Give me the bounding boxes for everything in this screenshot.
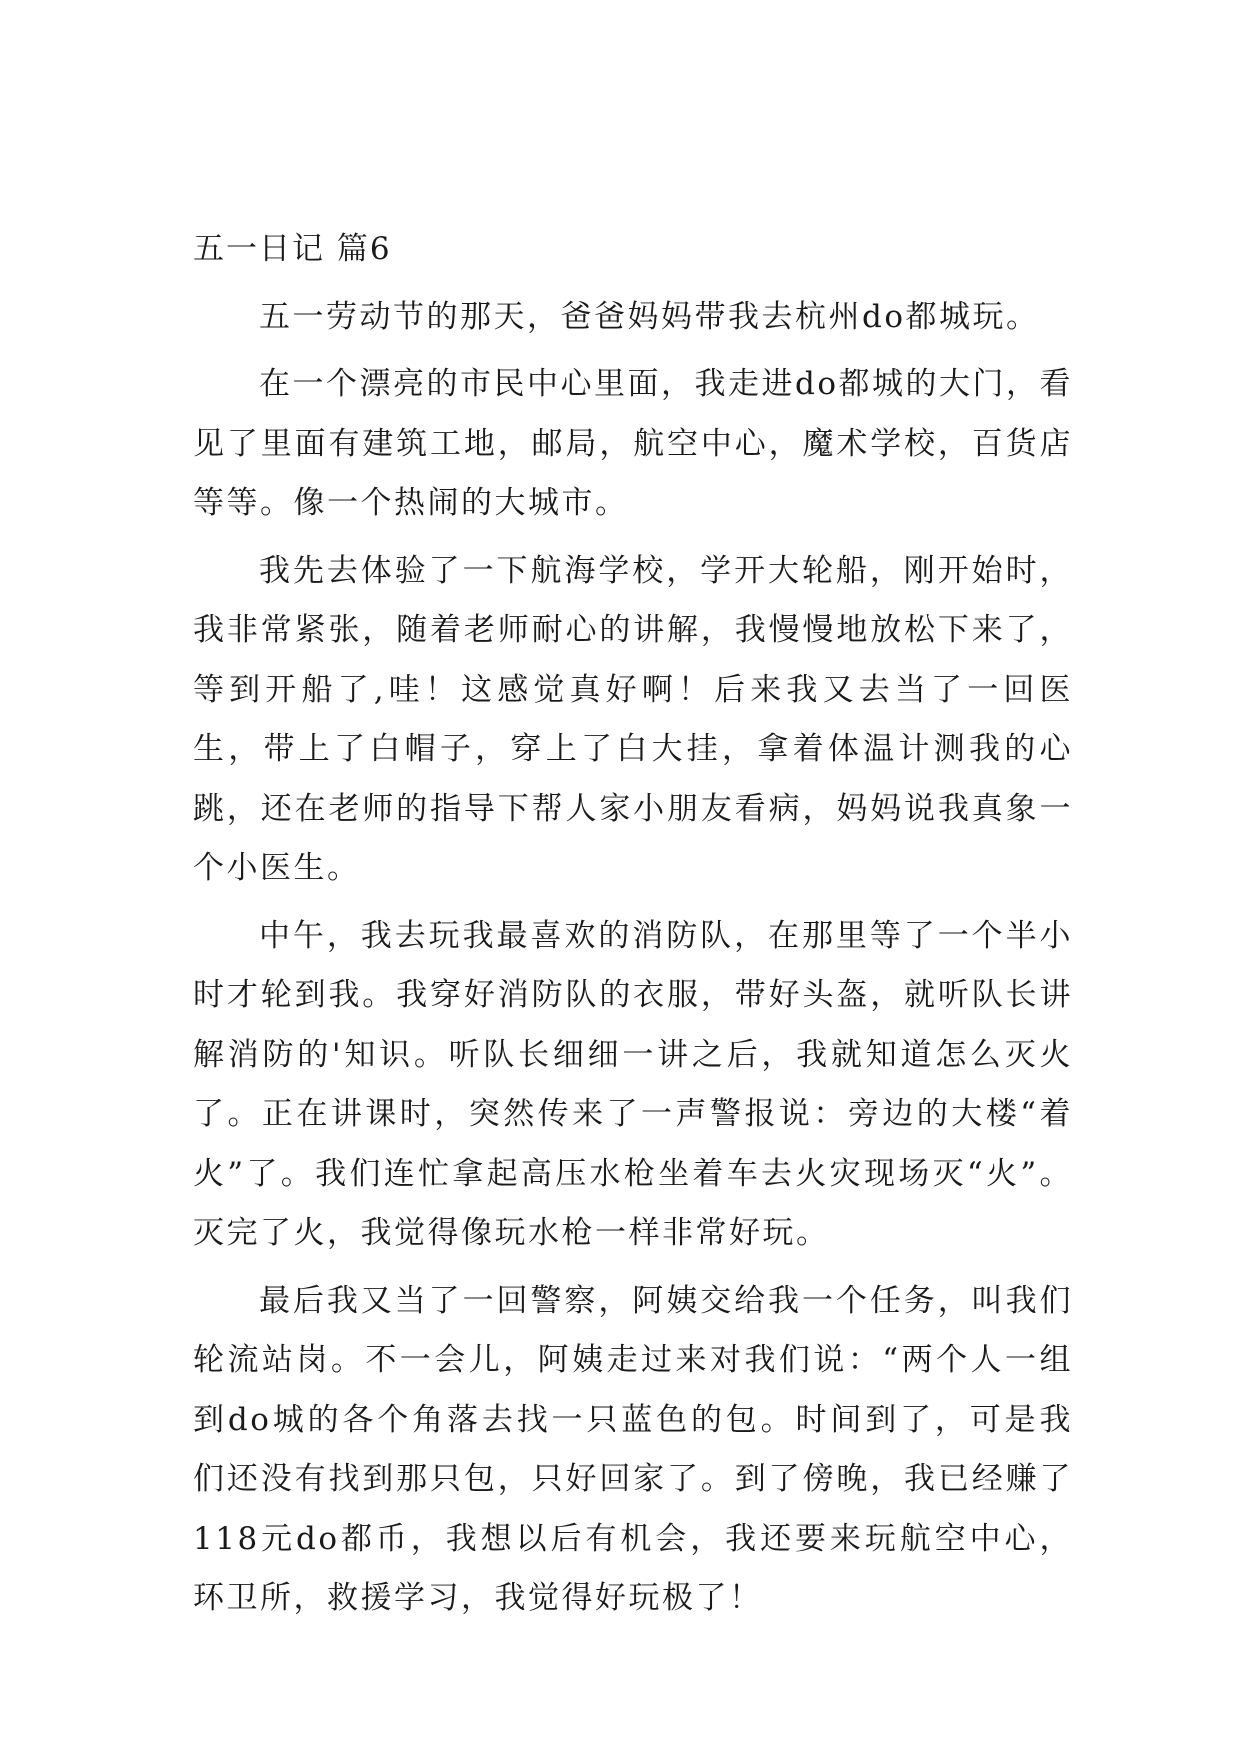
paragraph: 在一个漂亮的市民中心里面，我走进do都城的大门，看见了里面有建筑工地，邮局，航空中心，魔术学校，百货店等等。像一个热闹的大城市。: [193, 366, 1074, 521]
paragraph: 最后我又当了一回警察，阿姨交给我一个任务，叫我们轮流站岗。不一会儿，阿姨走过来对我们说：“两个人一组到do城的各个角落去找一只蓝色的包。时间到了，可是我们还没有找到那只包，只好回家了。到了傍晚，我已经赚了118元do都币，我想以后有机会，我还要来玩航空中心，环卫所，救援学习，我觉得好玩极了！: [193, 1282, 1073, 1616]
document-body: [193, 220, 1073, 1637]
paragraph: 我先去体验了一下航海学校，学开大轮船，刚开始时，我非常紧张，随着老师耐心的讲解，我慢慢地放松下来了，等到开船了,哇！这感觉真好啊！后来我又去当了一回医生，带上了白帽子，穿上了白大挂，拿着体温计测我的心跳，还在老师的指导下帮人家小朋友看病，妈妈说我真象一个小医生。: [193, 552, 1073, 886]
paragraph: 五一劳动节的那天，爸爸妈妈带我去杭州do都城玩。: [259, 298, 1040, 335]
document-title: 五一日记 篇6: [193, 231, 392, 267]
paragraph: 中午，我去玩我最喜欢的消防队，在那里等了一个半小时才轮到我。我穿好消防队的衣服，带好头盔，就听队长讲解消防的'知识。听队长细细一讲之后，我就知道怎么灭火了。正在讲课时，突然传来了一声警报说：旁边的大楼“着火”了。我们连忙拿起高压水枪坐着车去火灾现场灭“火”。灭完了火，我觉得像玩水枪一样非常好玩。: [193, 917, 1073, 1251]
